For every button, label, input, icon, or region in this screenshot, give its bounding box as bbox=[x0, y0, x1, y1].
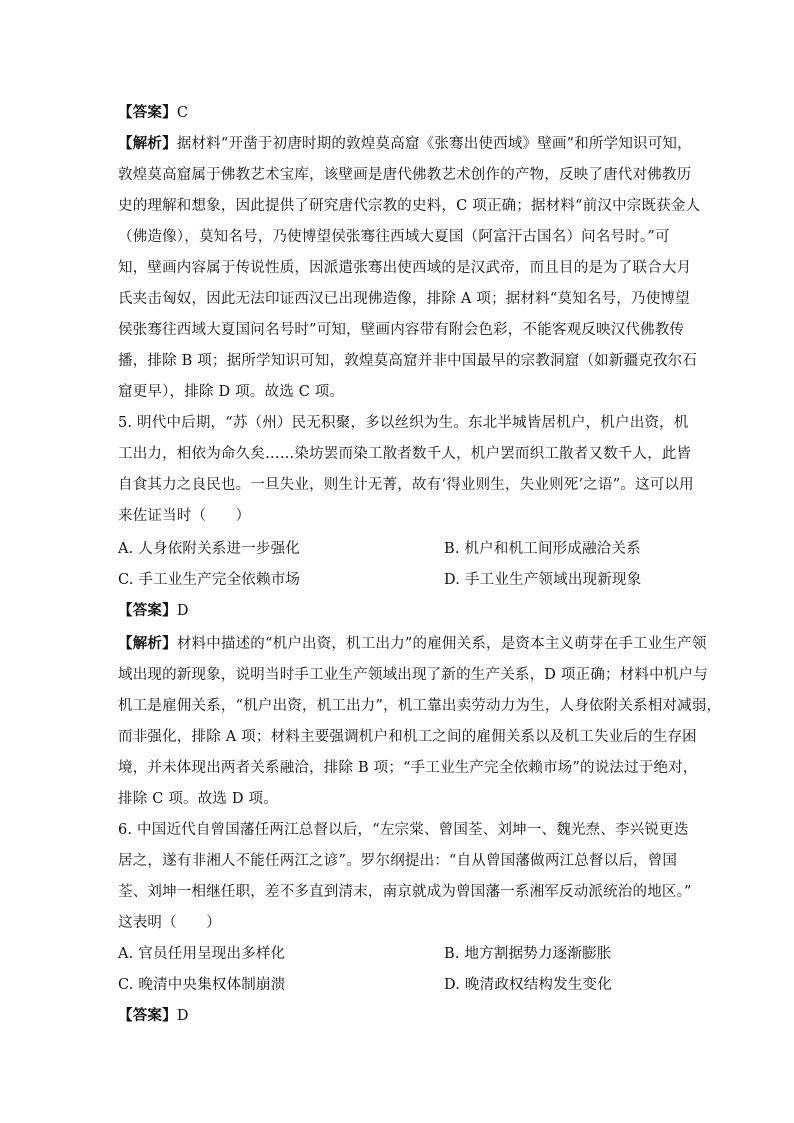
answer-label: 【答案】 bbox=[118, 1007, 177, 1024]
q6-stem-line: 居之，遂有非湘人不能任两江之谚”。罗尔纲提出：“自从曾国藩做两江总督以后，曾国 bbox=[118, 853, 678, 869]
q4-analysis-line: 窟更早），排除 D 项。故选 C 项。 bbox=[118, 384, 345, 400]
q5-option-c: C. 手工业生产完全依赖市场 bbox=[118, 572, 301, 588]
answer-value: D bbox=[176, 1008, 189, 1024]
analysis-label: 【解析】 bbox=[118, 135, 177, 152]
q4-analysis-line: （佛造像），莫知名号，乃使博望侯张骞往西域大夏国（阿富汗古国名）问名号时。”可 bbox=[118, 229, 670, 245]
q5-option-d: D. 手工业生产领域出现新现象 bbox=[444, 572, 642, 588]
q5-stem-line: 5. 明代中后期，“苏（州）民无积聚，多以丝织为生。东北半城皆居机户，机户出资，机 bbox=[118, 415, 689, 431]
q4-analysis-line: 侯张骞往西域大夏国问名号时”可知，壁画内容带有附会色彩，不能客观反映汉代佛教传 bbox=[118, 322, 685, 338]
q4-answer bbox=[118, 103, 188, 123]
q5-stem-line: 工出力，相依为命久矣……染坊罢而染工散者数千人，机户罢而织工散者又数千人，此皆 bbox=[118, 446, 692, 462]
answer-value: D bbox=[176, 603, 189, 619]
answer-label: 【答案】 bbox=[118, 602, 177, 619]
q5-analysis-line: 域出现的新现象，说明当时手工业生产领域出现了新的生产关系，D 项正确；材料中机户与 bbox=[118, 667, 708, 683]
q4-analysis-line: 敦煌莫高窟属于佛教艺术宝库，该壁画是唐代佛教艺术创作的产物，反映了唐代对佛教历 bbox=[118, 167, 692, 183]
q6-option-a: A. 官员任用呈现出多样化 bbox=[118, 946, 286, 962]
q4-analysis-line bbox=[118, 134, 692, 154]
q5-option-a: A. 人身依附关系进一步强化 bbox=[118, 541, 300, 557]
answer-label: 【答案】 bbox=[118, 104, 177, 121]
analysis-text: 材料中描述的“机户出资，机工出力”的雇佣关系，是资本主义萌芽在手工业生产领 bbox=[176, 636, 707, 652]
q5-stem-line: 来佐证当时（ ） bbox=[118, 508, 251, 524]
analysis-label: 【解析】 bbox=[118, 635, 177, 652]
q6-option-b: B. 地方割据势力逐渐膨胀 bbox=[444, 946, 612, 962]
q4-analysis-line: 知，壁画内容属于传说性质，因派遣张骞出使西域的是汉武帝，而且目的是为了联合大月 bbox=[118, 260, 692, 276]
q5-analysis-line: 境，并未体现出两者关系融洽，排除 B 项；“手工业生产完全依赖市场”的说法过于绝对， bbox=[118, 760, 698, 776]
q4-analysis-line: 氏夹击匈奴，因此无法印证西汉已出现佛造像，排除 A 项；据材料“莫知名号，乃使博望 bbox=[118, 291, 690, 307]
answer-value: C bbox=[176, 105, 189, 121]
q5-analysis-line: 排除 C 项。故选 D 项。 bbox=[118, 791, 278, 807]
q4-analysis-line: 史的理解和想象，因此提供了研究唐代宗教的史料，C 项正确；据材料“前汉中宗既获金人 bbox=[118, 198, 701, 214]
analysis-text: 据材料“开凿于初唐时期的敦煌莫高窟《张骞出使西域》壁画”和所学知识可知， bbox=[176, 136, 692, 152]
q5-answer bbox=[118, 601, 189, 621]
q5-analysis-line: 而非强化，排除 A 项；材料主要强调机户和机工之间的雇佣关系以及机工失业后的生存困 bbox=[118, 729, 697, 745]
q5-option-b: B. 机户和机工间形成融洽关系 bbox=[444, 541, 641, 557]
q6-option-d: D. 晚清政权结构发生变化 bbox=[444, 977, 612, 993]
q6-stem-line: 这表明（ ） bbox=[118, 915, 221, 931]
q6-answer bbox=[118, 1006, 189, 1026]
q5-analysis-line bbox=[118, 634, 707, 654]
q6-stem-line: 荃、刘坤一相继任职，差不多直到清末，南京就成为曾国藩一系湘军反动派统治的地区。” bbox=[118, 884, 692, 900]
q5-analysis-line: 机工是雇佣关系，“机户出资，机工出力”，机工靠出卖劳动力为生，人身依附关系相对减弱， bbox=[118, 698, 722, 714]
q5-stem-line: 自食其力之良民也。一旦失业，则生计无菁，故有‘得业则生，失业则死’之语”。这可以用 bbox=[118, 477, 694, 493]
q4-analysis-line: 播，排除 B 项；据所学知识可知，敦煌莫高窟并非中国最早的宗教洞窟（如新疆克孜尔石 bbox=[118, 353, 698, 369]
q6-option-c: C. 晚清中央集权体制崩溃 bbox=[118, 977, 286, 993]
q6-stem-line: 6. 中国近代自曾国藩任两江总督以后，“左宗棠、曾国荃、刘坤一、魏光焘、李兴锐更迭 bbox=[118, 822, 689, 838]
